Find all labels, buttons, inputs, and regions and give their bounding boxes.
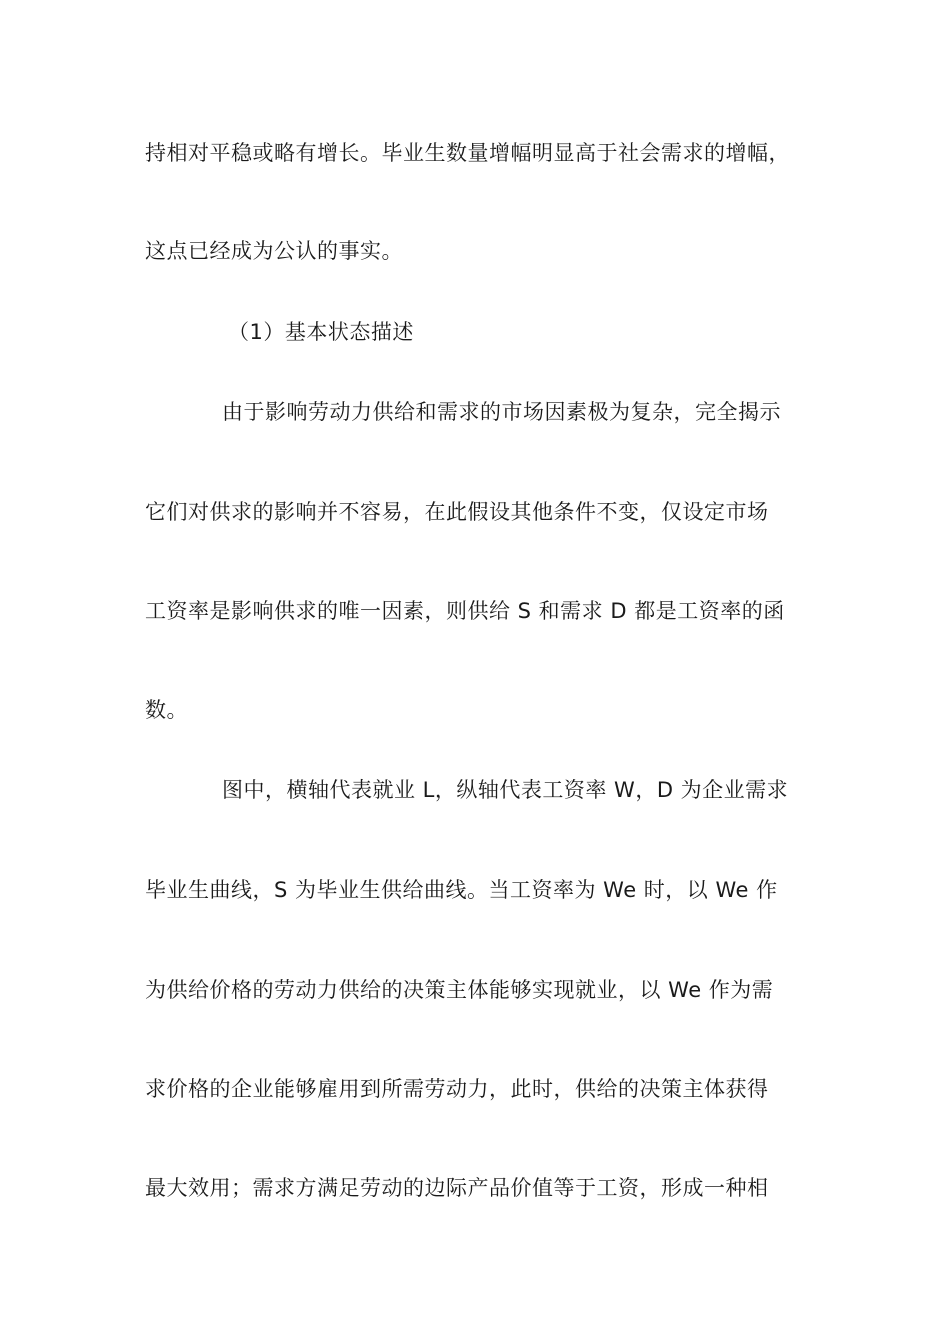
paragraph-line: 由于影响劳动力供给和需求的市场因素极为复杂，完全揭示 — [222, 400, 781, 424]
paragraph-line: 求价格的企业能够雇用到所需劳动力，此时，供给的决策主体获得 — [145, 1077, 769, 1101]
paragraph-line: 这点已经成为公认的事实。 — [145, 239, 403, 263]
paragraph-line: 数。 — [145, 698, 188, 722]
section-heading: （1）基本状态描述 — [228, 320, 414, 344]
paragraph-line: 最大效用；需求方满足劳动的边际产品价值等于工资，形成一种相 — [145, 1176, 769, 1200]
paragraph-line: 为供给价格的劳动力供给的决策主体能够实现就业，以 We 作为需 — [145, 978, 774, 1002]
paragraph-line: 它们对供求的影响并不容易，在此假设其他条件不变，仅设定市场 — [145, 500, 769, 524]
paragraph-line: 工资率是影响供求的唯一因素，则供给 S 和需求 D 都是工资率的函 — [145, 599, 785, 623]
paragraph-line: 图中，横轴代表就业 L，纵轴代表工资率 W，D 为企业需求 — [222, 778, 789, 802]
paragraph-line: 持相对平稳或略有增长。毕业生数量增幅明显高于社会需求的增幅， — [145, 141, 790, 165]
paragraph-line: 毕业生曲线，S 为毕业生供给曲线。当工资率为 We 时，以 We 作 — [145, 878, 778, 902]
